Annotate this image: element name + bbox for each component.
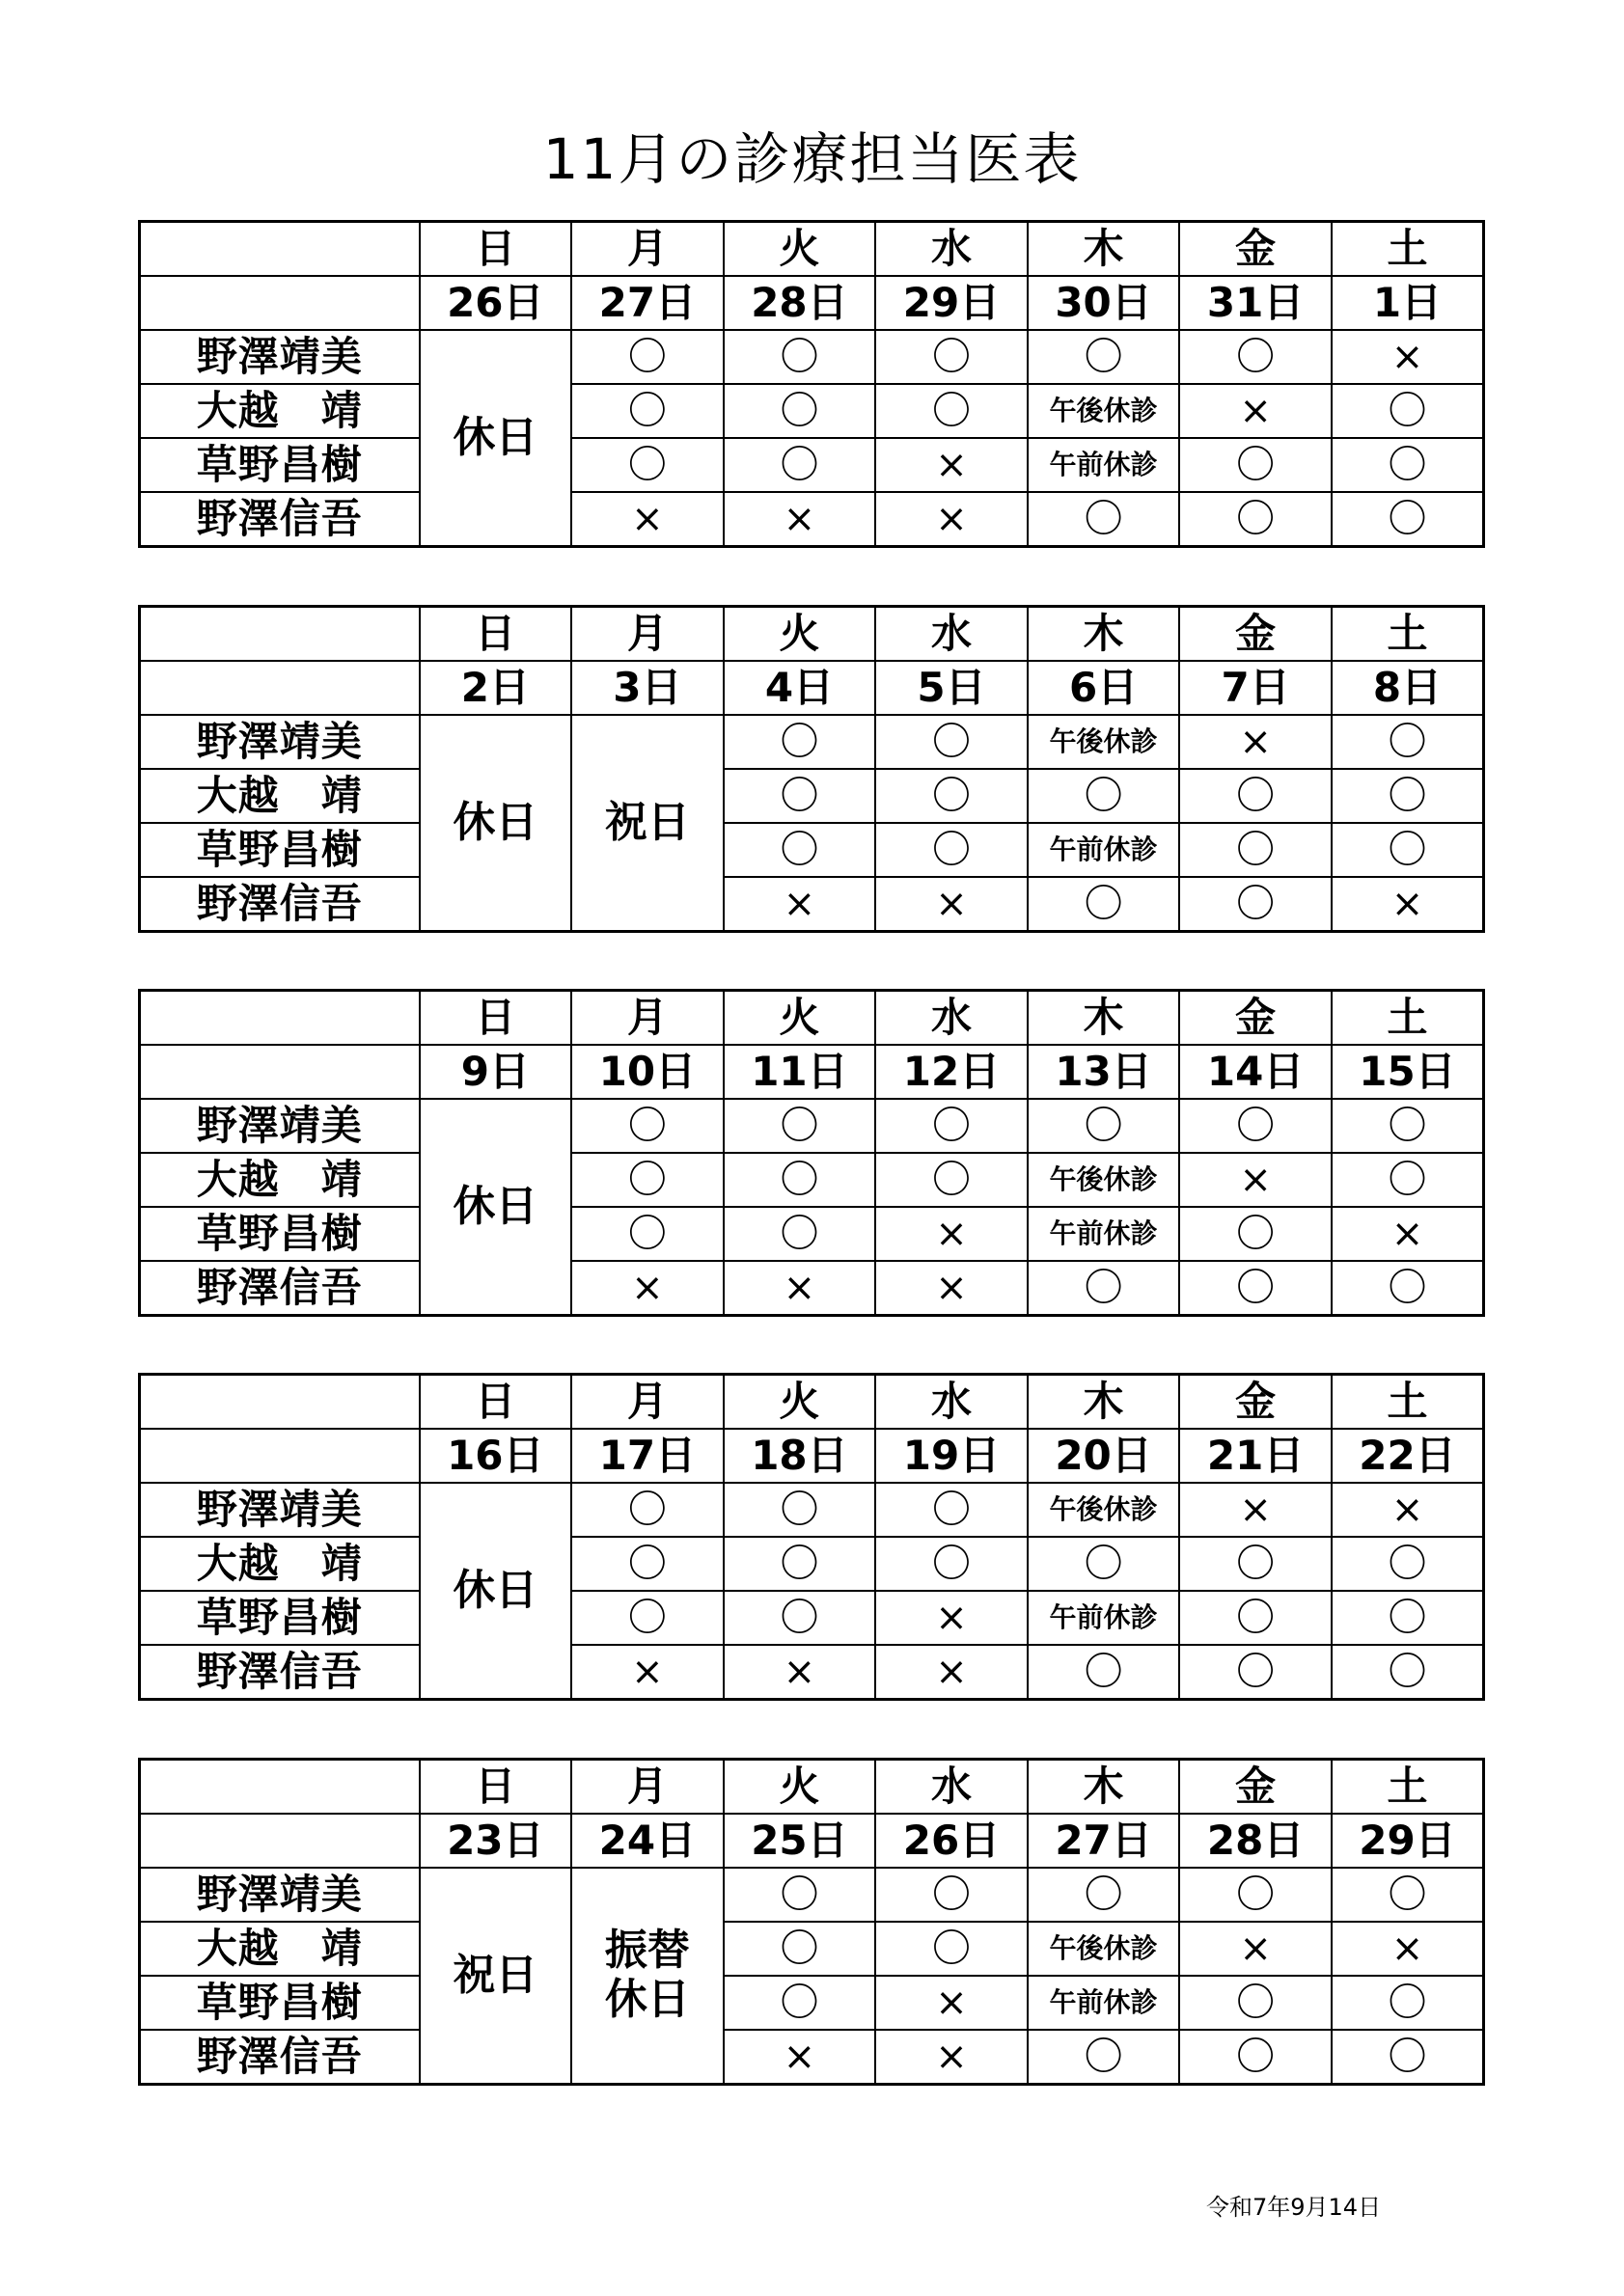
doctor-row [140, 1922, 1484, 1976]
present-mark: 〇 [875, 384, 1028, 438]
present-mark: 〇 [1179, 769, 1332, 823]
date-header: 1日 [1332, 276, 1484, 330]
doctor-row [140, 1868, 1484, 1922]
date-header: 3日 [571, 661, 724, 715]
present-mark: 〇 [1332, 823, 1484, 877]
date-header: 28日 [1179, 1814, 1332, 1868]
absent-mark: × [875, 1591, 1028, 1645]
weekday-header: 水 [875, 1375, 1028, 1430]
present-mark: 〇 [1028, 877, 1180, 932]
absent-mark: × [724, 877, 876, 932]
doctor-name: 野澤靖美 [140, 715, 420, 769]
present-mark: 〇 [1179, 492, 1332, 547]
present-mark: 〇 [1332, 1868, 1484, 1922]
date-header: 30日 [1028, 276, 1180, 330]
doctor-row [140, 330, 1484, 384]
absent-mark: × [1179, 1153, 1332, 1207]
weekday-header: 日 [420, 607, 572, 662]
present-mark: 〇 [1332, 769, 1484, 823]
date-header: 5日 [875, 661, 1028, 715]
present-mark: 〇 [724, 384, 876, 438]
doctor-name: 野澤信吾 [140, 877, 420, 932]
doctor-row [140, 2030, 1484, 2085]
present-mark: 〇 [571, 384, 724, 438]
weekday-header: 火 [724, 1375, 876, 1430]
present-mark: 〇 [1332, 438, 1484, 492]
absent-mark: × [875, 1261, 1028, 1316]
doctor-row [140, 1976, 1484, 2030]
date-header: 10日 [571, 1045, 724, 1099]
weekday-header: 木 [1028, 991, 1180, 1046]
present-mark: 〇 [1028, 330, 1180, 384]
absent-mark: × [875, 492, 1028, 547]
status-cell: 午後休診 [1028, 715, 1180, 769]
doctor-row [140, 1099, 1484, 1153]
present-mark: 〇 [571, 1207, 724, 1261]
present-mark: 〇 [1332, 1261, 1484, 1316]
present-mark: 〇 [1179, 1868, 1332, 1922]
closed-day-cell: 休日 [420, 715, 572, 932]
present-mark: 〇 [1332, 1645, 1484, 1700]
present-mark: 〇 [1332, 1537, 1484, 1591]
weekday-header: 火 [724, 991, 876, 1046]
doctor-row [140, 877, 1484, 932]
absent-mark: × [571, 1261, 724, 1316]
weekday-header: 月 [571, 1760, 724, 1815]
present-mark: 〇 [724, 1537, 876, 1591]
present-mark: 〇 [724, 769, 876, 823]
weekday-header: 金 [1179, 607, 1332, 662]
week-schedule-table [138, 605, 1485, 933]
doctor-name: 野澤信吾 [140, 492, 420, 547]
present-mark: 〇 [1179, 2030, 1332, 2085]
present-mark: 〇 [1332, 1591, 1484, 1645]
absent-mark: × [875, 1645, 1028, 1700]
present-mark: 〇 [1332, 1153, 1484, 1207]
status-cell: 午前休診 [1028, 438, 1180, 492]
date-header: 16日 [420, 1429, 572, 1483]
absent-mark: × [1332, 1922, 1484, 1976]
date-header: 13日 [1028, 1045, 1180, 1099]
present-mark: 〇 [875, 1099, 1028, 1153]
absent-mark: × [1332, 330, 1484, 384]
present-mark: 〇 [724, 1099, 876, 1153]
date-header: 25日 [724, 1814, 876, 1868]
date-header-row [140, 1814, 1484, 1868]
absent-mark: × [875, 438, 1028, 492]
corner-cell [140, 1760, 420, 1815]
absent-mark: × [724, 1261, 876, 1316]
present-mark: 〇 [571, 1153, 724, 1207]
present-mark: 〇 [1028, 769, 1180, 823]
present-mark: 〇 [875, 1483, 1028, 1537]
present-mark: 〇 [875, 1153, 1028, 1207]
date-header: 26日 [875, 1814, 1028, 1868]
weekday-header: 金 [1179, 1375, 1332, 1430]
closed-day-cell: 振替 休日 [571, 1868, 724, 2085]
doctor-name: 野澤信吾 [140, 1645, 420, 1700]
absent-mark: × [875, 1207, 1028, 1261]
doctor-name: 野澤靖美 [140, 1099, 420, 1153]
weekday-header: 水 [875, 991, 1028, 1046]
weekday-header: 水 [875, 1760, 1028, 1815]
date-header: 21日 [1179, 1429, 1332, 1483]
date-header: 22日 [1332, 1429, 1484, 1483]
weekday-header: 月 [571, 991, 724, 1046]
absent-mark: × [1179, 715, 1332, 769]
corner-cell [140, 276, 420, 330]
absent-mark: × [1179, 1483, 1332, 1537]
weekday-header: 木 [1028, 607, 1180, 662]
present-mark: 〇 [1332, 492, 1484, 547]
present-mark: 〇 [571, 1099, 724, 1153]
corner-cell [140, 1814, 420, 1868]
date-header-row [140, 276, 1484, 330]
week-schedule-table [138, 220, 1485, 548]
doctor-name: 草野昌樹 [140, 438, 420, 492]
present-mark: 〇 [1179, 1099, 1332, 1153]
present-mark: 〇 [875, 769, 1028, 823]
absent-mark: × [875, 1976, 1028, 2030]
present-mark: 〇 [724, 1591, 876, 1645]
week-schedule-table [138, 989, 1485, 1317]
doctor-row [140, 823, 1484, 877]
present-mark: 〇 [875, 715, 1028, 769]
date-header: 26日 [420, 276, 572, 330]
present-mark: 〇 [1179, 1591, 1332, 1645]
present-mark: 〇 [571, 1483, 724, 1537]
present-mark: 〇 [1332, 2030, 1484, 2085]
present-mark: 〇 [1028, 1537, 1180, 1591]
date-header: 27日 [571, 276, 724, 330]
status-cell: 午後休診 [1028, 1153, 1180, 1207]
doctor-row [140, 1261, 1484, 1316]
date-header: 14日 [1179, 1045, 1332, 1099]
doctor-row [140, 769, 1484, 823]
present-mark: 〇 [1028, 1868, 1180, 1922]
date-header: 6日 [1028, 661, 1180, 715]
absent-mark: × [1179, 1922, 1332, 1976]
present-mark: 〇 [724, 1207, 876, 1261]
present-mark: 〇 [1179, 1207, 1332, 1261]
absent-mark: × [1332, 1207, 1484, 1261]
weekday-header: 月 [571, 607, 724, 662]
date-header: 29日 [875, 276, 1028, 330]
doctor-name: 野澤信吾 [140, 1261, 420, 1316]
date-header: 9日 [420, 1045, 572, 1099]
weekday-header: 木 [1028, 1375, 1180, 1430]
present-mark: 〇 [1332, 715, 1484, 769]
present-mark: 〇 [875, 1922, 1028, 1976]
present-mark: 〇 [1179, 438, 1332, 492]
date-header: 18日 [724, 1429, 876, 1483]
absent-mark: × [875, 2030, 1028, 2085]
date-header-row [140, 661, 1484, 715]
present-mark: 〇 [1332, 384, 1484, 438]
weekday-header: 土 [1332, 1375, 1484, 1430]
present-mark: 〇 [875, 330, 1028, 384]
weekday-header: 火 [724, 1760, 876, 1815]
corner-cell [140, 222, 420, 277]
date-header: 11日 [724, 1045, 876, 1099]
weekday-header: 水 [875, 222, 1028, 277]
present-mark: 〇 [1179, 1261, 1332, 1316]
closed-day-cell: 休日 [420, 1099, 572, 1316]
corner-cell [140, 661, 420, 715]
present-mark: 〇 [875, 1868, 1028, 1922]
weekday-header: 金 [1179, 222, 1332, 277]
absent-mark: × [1332, 1483, 1484, 1537]
date-header: 8日 [1332, 661, 1484, 715]
weekday-header: 日 [420, 222, 572, 277]
weekday-header: 火 [724, 607, 876, 662]
doctor-name: 大越 靖 [140, 384, 420, 438]
doctor-name: 大越 靖 [140, 1537, 420, 1591]
week-schedule-table [138, 1758, 1485, 2086]
doctor-name: 草野昌樹 [140, 1207, 420, 1261]
weekday-header-row [140, 1760, 1484, 1815]
doctor-name: 大越 靖 [140, 1153, 420, 1207]
closed-day-cell: 休日 [420, 1483, 572, 1700]
present-mark: 〇 [1332, 1976, 1484, 2030]
present-mark: 〇 [1332, 1099, 1484, 1153]
status-cell: 午前休診 [1028, 823, 1180, 877]
date-header: 20日 [1028, 1429, 1180, 1483]
weekday-header: 木 [1028, 1760, 1180, 1815]
present-mark: 〇 [724, 1976, 876, 2030]
corner-cell [140, 1375, 420, 1430]
doctor-name: 大越 靖 [140, 1922, 420, 1976]
weekday-header: 土 [1332, 222, 1484, 277]
weekday-header-row [140, 222, 1484, 277]
weekday-header: 日 [420, 991, 572, 1046]
status-cell: 午後休診 [1028, 1922, 1180, 1976]
doctor-row [140, 1153, 1484, 1207]
date-header: 7日 [1179, 661, 1332, 715]
absent-mark: × [571, 492, 724, 547]
weekday-header-row [140, 1375, 1484, 1430]
closed-day-cell: 休日 [420, 330, 572, 547]
present-mark: 〇 [875, 1537, 1028, 1591]
date-header: 28日 [724, 276, 876, 330]
status-cell: 午後休診 [1028, 1483, 1180, 1537]
doctor-name: 草野昌樹 [140, 1591, 420, 1645]
date-header-row [140, 1429, 1484, 1483]
present-mark: 〇 [1028, 1261, 1180, 1316]
absent-mark: × [724, 1645, 876, 1700]
present-mark: 〇 [1028, 1645, 1180, 1700]
weekday-header: 金 [1179, 1760, 1332, 1815]
date-header: 19日 [875, 1429, 1028, 1483]
present-mark: 〇 [1179, 1537, 1332, 1591]
present-mark: 〇 [571, 1591, 724, 1645]
present-mark: 〇 [571, 1537, 724, 1591]
absent-mark: × [1179, 384, 1332, 438]
present-mark: 〇 [1028, 492, 1180, 547]
date-header: 2日 [420, 661, 572, 715]
weekday-header: 月 [571, 222, 724, 277]
present-mark: 〇 [875, 823, 1028, 877]
doctor-name: 野澤靖美 [140, 1868, 420, 1922]
doctor-row [140, 492, 1484, 547]
date-header: 24日 [571, 1814, 724, 1868]
present-mark: 〇 [1179, 1645, 1332, 1700]
present-mark: 〇 [724, 330, 876, 384]
weekday-header: 日 [420, 1760, 572, 1815]
closed-day-cell: 祝日 [571, 715, 724, 932]
doctor-name: 野澤信吾 [140, 2030, 420, 2085]
doctor-name: 大越 靖 [140, 769, 420, 823]
date-header: 27日 [1028, 1814, 1180, 1868]
weekday-header: 木 [1028, 222, 1180, 277]
date-header: 31日 [1179, 276, 1332, 330]
corner-cell [140, 607, 420, 662]
doctor-name: 草野昌樹 [140, 1976, 420, 2030]
date-header: 29日 [1332, 1814, 1484, 1868]
weekday-header: 月 [571, 1375, 724, 1430]
absent-mark: × [875, 877, 1028, 932]
corner-cell [140, 1045, 420, 1099]
status-cell: 午後休診 [1028, 384, 1180, 438]
document-title: 11月の診療担当医表 [542, 126, 1082, 192]
present-mark: 〇 [724, 1922, 876, 1976]
present-mark: 〇 [724, 715, 876, 769]
present-mark: 〇 [724, 823, 876, 877]
week-schedule-table [138, 1373, 1485, 1701]
present-mark: 〇 [1028, 1099, 1180, 1153]
status-cell: 午前休診 [1028, 1207, 1180, 1261]
date-header: 12日 [875, 1045, 1028, 1099]
weekday-header-row [140, 991, 1484, 1046]
present-mark: 〇 [1028, 2030, 1180, 2085]
present-mark: 〇 [1179, 1976, 1332, 2030]
absent-mark: × [724, 2030, 876, 2085]
weekday-header: 火 [724, 222, 876, 277]
weekday-header: 土 [1332, 607, 1484, 662]
doctor-row [140, 384, 1484, 438]
present-mark: 〇 [571, 330, 724, 384]
closed-day-cell: 祝日 [420, 1868, 572, 2085]
doctor-row [140, 715, 1484, 769]
date-header: 23日 [420, 1814, 572, 1868]
present-mark: 〇 [724, 1868, 876, 1922]
weekday-header: 金 [1179, 991, 1332, 1046]
doctor-row [140, 1537, 1484, 1591]
weekday-header: 土 [1332, 1760, 1484, 1815]
date-header: 15日 [1332, 1045, 1484, 1099]
present-mark: 〇 [571, 438, 724, 492]
present-mark: 〇 [724, 1153, 876, 1207]
corner-cell [140, 1429, 420, 1483]
weekday-header: 日 [420, 1375, 572, 1430]
absent-mark: × [1332, 877, 1484, 932]
doctor-name: 野澤靖美 [140, 1483, 420, 1537]
date-header-row [140, 1045, 1484, 1099]
weekday-header: 土 [1332, 991, 1484, 1046]
absent-mark: × [724, 492, 876, 547]
present-mark: 〇 [724, 1483, 876, 1537]
present-mark: 〇 [724, 438, 876, 492]
absent-mark: × [571, 1645, 724, 1700]
date-header: 4日 [724, 661, 876, 715]
doctor-row [140, 1483, 1484, 1537]
status-cell: 午前休診 [1028, 1591, 1180, 1645]
doctor-name: 草野昌樹 [140, 823, 420, 877]
weekday-header-row [140, 607, 1484, 662]
doctor-name: 野澤靖美 [140, 330, 420, 384]
doctor-row [140, 438, 1484, 492]
status-cell: 午前休診 [1028, 1976, 1180, 2030]
weekday-header: 水 [875, 607, 1028, 662]
corner-cell [140, 991, 420, 1046]
date-header: 17日 [571, 1429, 724, 1483]
doctor-row [140, 1591, 1484, 1645]
present-mark: 〇 [1179, 823, 1332, 877]
issue-date: 令和7年9月14日 [1206, 2194, 1382, 2221]
present-mark: 〇 [1179, 877, 1332, 932]
doctor-row [140, 1645, 1484, 1700]
present-mark: 〇 [1179, 330, 1332, 384]
doctor-row [140, 1207, 1484, 1261]
